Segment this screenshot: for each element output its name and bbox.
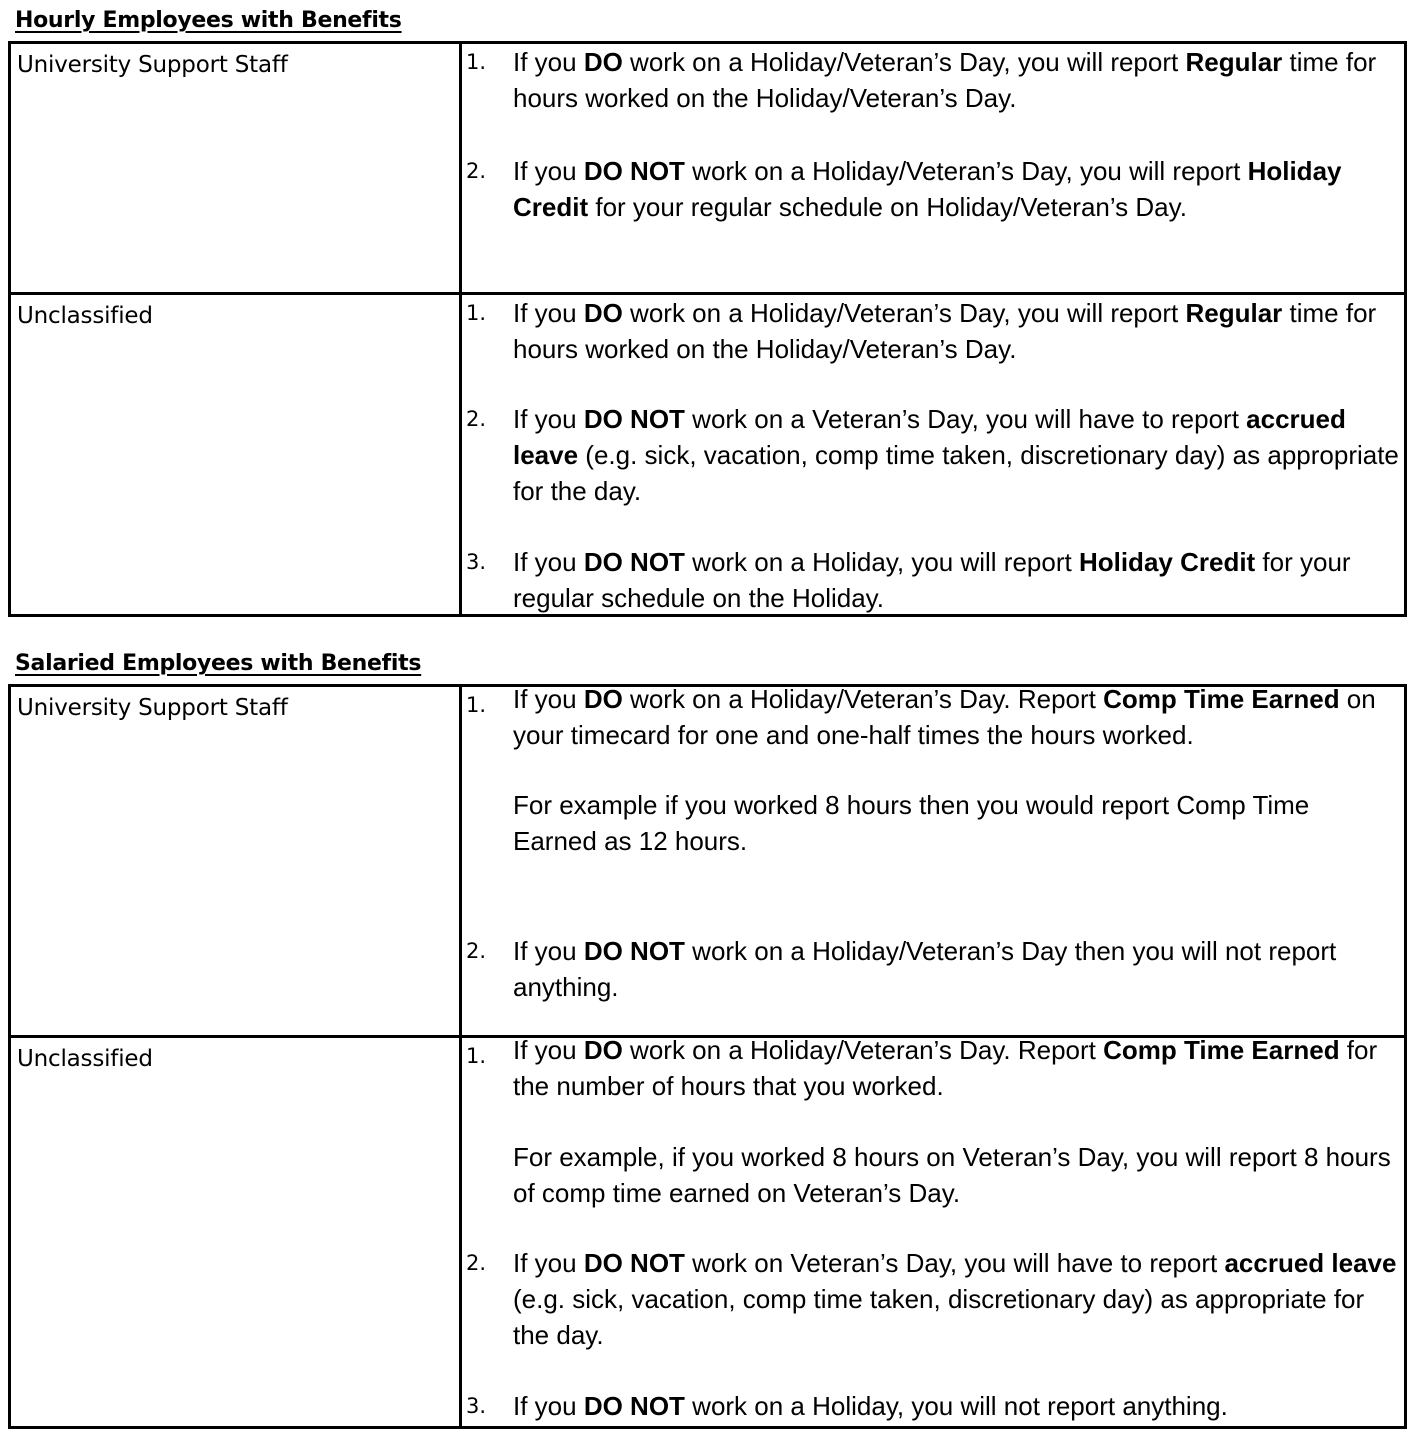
item-text: If you DO NOT work on a Holiday/Veteran’s Day then you will not report anything. bbox=[513, 936, 1337, 1002]
section-heading-salaried: Salaried Employees with Benefits bbox=[15, 651, 422, 676]
item-text: If you DO work on a Holiday/Veteran’s Day, you will report Regular time for hours worked on the Holiday/Veteran’s Day. bbox=[513, 47, 1377, 113]
category-cell: Unclassified bbox=[10, 294, 461, 616]
item-text: If you DO NOT work on a Holiday, you will report Holiday Credit for your regular schedule on the Holiday. bbox=[513, 547, 1351, 613]
item-number: 1. bbox=[466, 693, 487, 717]
table-row bbox=[10, 294, 1406, 616]
item-number: 2. bbox=[466, 939, 487, 963]
item-text: If you DO work on a Holiday/Veteran’s Day. Report Comp Time Earned on your timecard for one and one-half times the hours worked. For example if you worked 8 hours then you would report Comp Time Earned as 12 hours. bbox=[513, 681, 1400, 859]
section-heading-hourly: Hourly Employees with Benefits bbox=[15, 8, 402, 33]
item-number: 2. bbox=[466, 1251, 487, 1275]
hourly-benefits-table bbox=[8, 41, 1407, 617]
item-number: 3. bbox=[466, 550, 487, 574]
item-text: If you DO NOT work on a Veteran’s Day, you will have to report accrued leave (e.g. sick, vacation, comp time taken, discretionary day) as appropriate for the day. bbox=[513, 404, 1399, 506]
rules-cell bbox=[461, 294, 1406, 616]
category-cell: University Support Staff bbox=[10, 43, 461, 294]
item-number: 2. bbox=[466, 407, 487, 431]
item-text: If you DO NOT work on a Holiday/Veteran’s Day, you will report Holiday Credit for your regular schedule on Holiday/Veteran’s Day. bbox=[513, 156, 1342, 222]
salaried-benefits-table bbox=[8, 684, 1407, 1429]
example-text: For example, if you worked 8 hours on Veteran’s Day, you will report 8 hours of comp time earned on Veteran’s Day. bbox=[513, 1142, 1391, 1208]
item-text: If you DO work on a Holiday/Veteran’s Day. Report Comp Time Earned for the number of hours that you worked. For example, if you worked 8 hours on Veteran’s Day, you will report 8 hours of comp time earned on Veteran’s Day. bbox=[513, 1032, 1400, 1211]
item-text: If you DO NOT work on a Holiday, you will not report anything. bbox=[513, 1391, 1228, 1421]
rules-cell bbox=[461, 1037, 1406, 1428]
rules-cell bbox=[461, 43, 1406, 294]
table-row bbox=[10, 1037, 1406, 1428]
example-text: For example if you worked 8 hours then you would report Comp Time Earned as 12 hours. bbox=[513, 790, 1310, 856]
item-number: 1. bbox=[466, 50, 487, 74]
item-number: 1. bbox=[466, 1044, 487, 1068]
item-text: If you DO NOT work on Veteran’s Day, you will have to report accrued leave (e.g. sick, vacation, comp time taken, discretionary day) as appropriate for the day. bbox=[513, 1248, 1397, 1350]
category-cell: University Support Staff bbox=[10, 686, 461, 1037]
rules-cell bbox=[461, 686, 1406, 1037]
item-number: 3. bbox=[466, 1394, 487, 1418]
table-row bbox=[10, 43, 1406, 294]
category-cell: Unclassified bbox=[10, 1037, 461, 1428]
table-row bbox=[10, 686, 1406, 1037]
item-number: 2. bbox=[466, 159, 487, 183]
item-text: If you DO work on a Holiday/Veteran’s Day, you will report Regular time for hours worked on the Holiday/Veteran’s Day. bbox=[513, 298, 1377, 364]
item-number: 1. bbox=[466, 301, 487, 325]
